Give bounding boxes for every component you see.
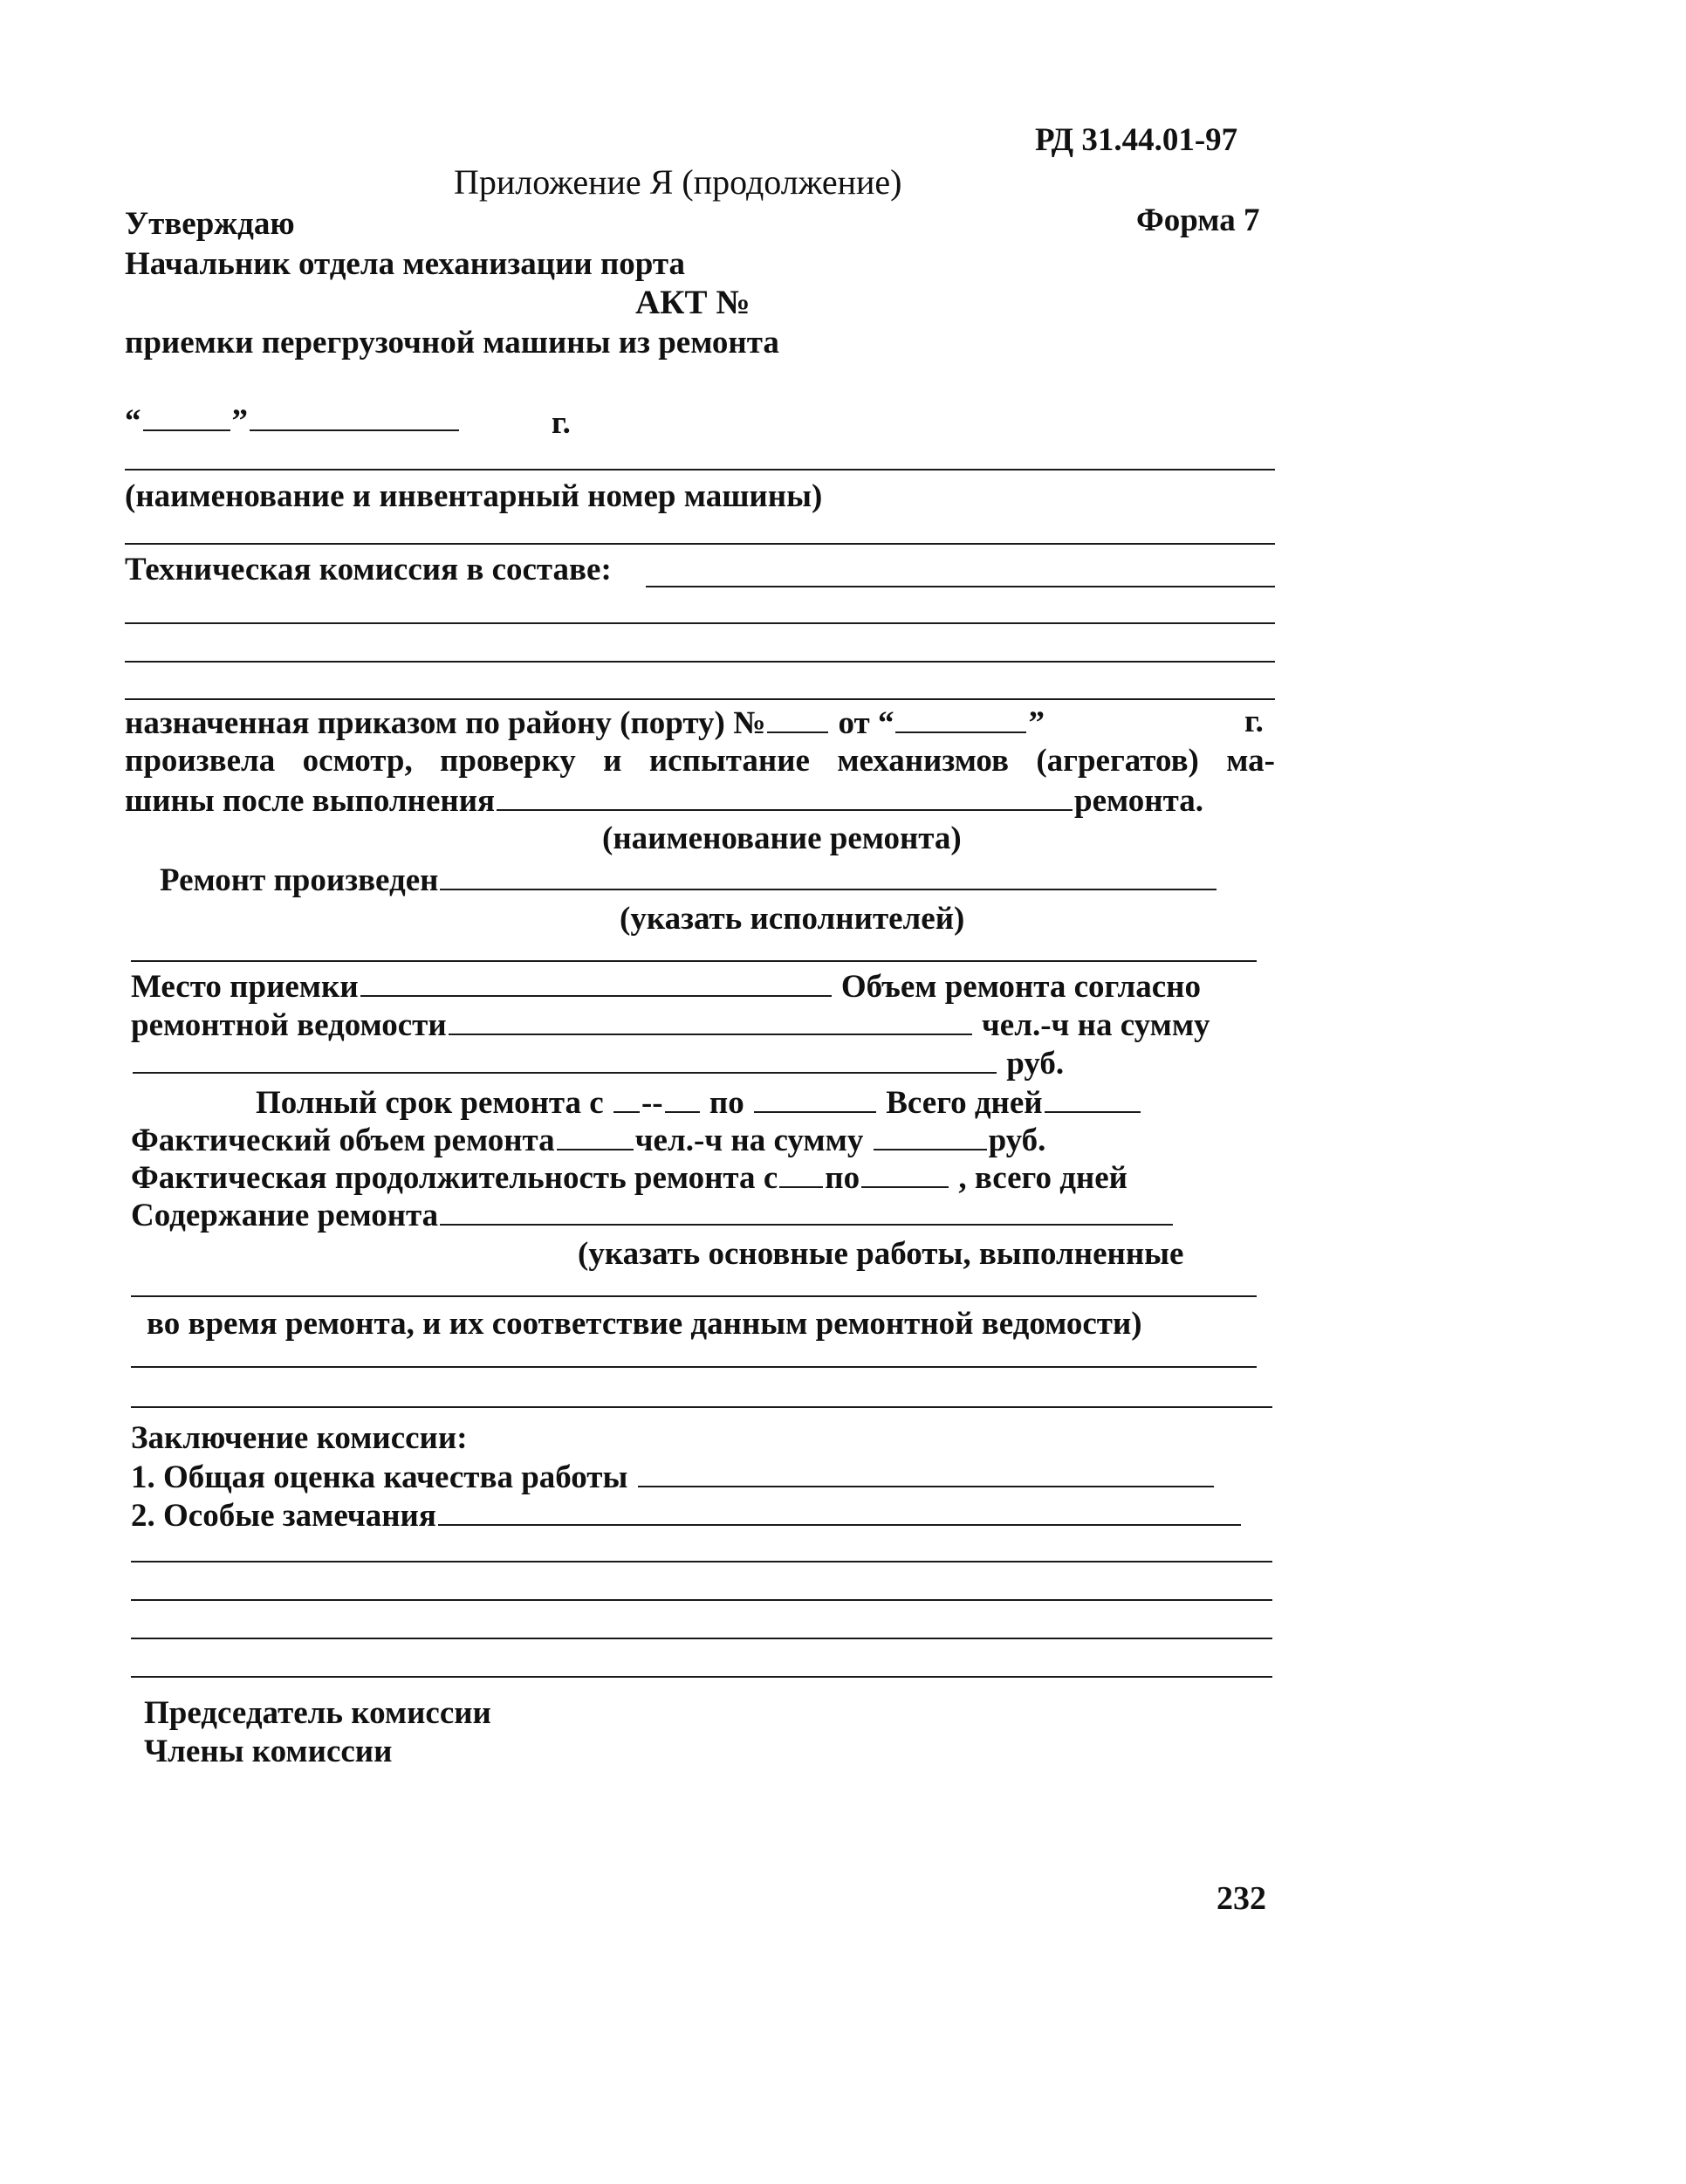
actual-sum-label: на сумму — [730, 1123, 864, 1158]
actual-manhours-unit: чел.-ч — [634, 1123, 723, 1158]
place-field[interactable] — [360, 967, 832, 997]
act-subtitle: приемки перегрузочной машины из ремонта — [125, 325, 779, 361]
repair-type-field[interactable] — [497, 781, 1073, 811]
machine-name-line-2[interactable] — [125, 543, 1275, 545]
statement-label: ремонтной ведомости — [131, 1007, 447, 1043]
order-prefix: назначенная приказом по району (порту) № — [125, 705, 766, 741]
appendix-heading: Приложение Я (продолжение) — [454, 162, 902, 202]
page-number: 232 — [1217, 1880, 1266, 1917]
commission-label: Техническая комиссия в составе: — [125, 552, 612, 587]
term-end-field[interactable] — [754, 1083, 876, 1113]
document-code: РД 31.44.01-97 — [1035, 122, 1238, 158]
remarks-line-3[interactable] — [131, 1599, 1272, 1601]
remarks-line-4[interactable] — [131, 1638, 1272, 1639]
date-year-suffix: г. — [552, 405, 571, 441]
chairman-label: Председатель комиссии — [144, 1695, 491, 1731]
term-days-field[interactable] — [1045, 1083, 1141, 1113]
actual-duration-line — [131, 1158, 1127, 1197]
date-close-quote: ” — [231, 403, 248, 439]
order-from: от “ — [838, 705, 894, 741]
repair-type-caption: (наименование ремонта) — [602, 821, 962, 856]
remarks-line-5[interactable] — [131, 1676, 1272, 1678]
content-caption-2: во время ремонта, и их соответствие данным ремонтной ведомости) — [147, 1306, 1142, 1342]
content-line-3[interactable] — [131, 1366, 1257, 1368]
date-line — [125, 402, 461, 440]
sum-field[interactable] — [133, 1044, 997, 1074]
statement-line — [131, 1006, 1210, 1044]
machine-name-line[interactable] — [125, 469, 1275, 470]
conclusion-item-1 — [131, 1458, 1216, 1496]
content-line-4[interactable] — [131, 1406, 1272, 1408]
sum-rub-label: руб. — [1006, 1046, 1065, 1082]
order-line-3-suffix: ремонта. — [1074, 783, 1203, 819]
place-label: Место приемки — [131, 969, 359, 1005]
place-line — [131, 967, 1201, 1006]
order-line-3-prefix: шины после выполнения — [125, 783, 496, 819]
conclusion-label: Заключение комиссии: — [131, 1420, 468, 1456]
order-year-suffix: г. — [1244, 704, 1264, 739]
conclusion-item-2 — [131, 1496, 1243, 1535]
date-day-field[interactable] — [143, 402, 230, 431]
act-title: АКТ № — [635, 284, 750, 321]
date-month-field[interactable] — [250, 402, 459, 431]
quality-label: 1. Общая оценка качества работы — [131, 1459, 628, 1495]
order-close-quote: ” — [1028, 705, 1045, 741]
actual-sum-field[interactable] — [874, 1121, 987, 1150]
commission-member-line-1[interactable] — [646, 586, 1275, 587]
term-to: по — [709, 1085, 744, 1121]
commission-member-line-4[interactable] — [125, 698, 1275, 700]
performers-caption: (указать исполнителей) — [620, 901, 965, 937]
actual-volume-label: Фактический объем ремонта — [131, 1123, 555, 1158]
actual-rub-label: руб. — [988, 1123, 1046, 1158]
content-caption-1: (указать основные работы, выполненные — [578, 1236, 1184, 1272]
term-total-days: Всего дней — [886, 1085, 1043, 1121]
content-line — [131, 1196, 1175, 1234]
actual-total-days: , всего дней — [958, 1160, 1127, 1196]
content-field[interactable] — [440, 1196, 1173, 1226]
remarks-field[interactable] — [438, 1496, 1241, 1526]
term-dash: -- — [641, 1085, 663, 1121]
volume-label: Объем ремонта согласно — [840, 969, 1201, 1005]
performers-field[interactable] — [440, 861, 1217, 890]
actual-duration-label: Фактическая продолжительность ремонта — [131, 1160, 756, 1196]
actual-to-field[interactable] — [861, 1158, 949, 1188]
date-open-quote: “ — [125, 403, 141, 439]
order-line-2: произвела осмотр, проверку и испытание механизмов (агрегатов) ма- — [125, 743, 1275, 779]
manhours-field[interactable] — [449, 1006, 972, 1035]
form-number: Форма 7 — [1136, 203, 1260, 238]
manhours-sum-label: чел.-ч на сумму — [981, 1007, 1210, 1043]
members-label: Члены комиссии — [144, 1734, 393, 1769]
approve-label: Утверждаю — [125, 206, 295, 242]
sum-line — [131, 1044, 1064, 1082]
actual-manhours-field[interactable] — [557, 1121, 634, 1150]
order-line-3 — [125, 781, 1203, 820]
order-date-field[interactable] — [895, 704, 1026, 733]
machine-caption: (наименование и инвентарный номер машины) — [125, 478, 823, 514]
term-start-month-field[interactable] — [665, 1083, 700, 1113]
actual-to: по — [825, 1160, 860, 1196]
content-label: Содержание ремонта — [131, 1198, 439, 1233]
commission-member-line-3[interactable] — [125, 661, 1275, 663]
actual-volume-line — [131, 1121, 1045, 1159]
order-number-field[interactable] — [767, 704, 828, 733]
term-start-day-field[interactable] — [613, 1083, 640, 1113]
actual-from-field[interactable] — [779, 1158, 823, 1188]
remarks-line-2[interactable] — [131, 1561, 1272, 1562]
term-line — [256, 1083, 1142, 1122]
term-label: Полный срок ремонта с — [256, 1085, 604, 1121]
performed-label: Ремонт произведен — [160, 862, 439, 898]
content-line-2[interactable] — [131, 1295, 1257, 1297]
approver-title: Начальник отдела механизации порта — [125, 246, 686, 282]
commission-member-line-2[interactable] — [125, 622, 1275, 624]
performers-line-2[interactable] — [131, 960, 1257, 962]
quality-field[interactable] — [638, 1458, 1214, 1487]
performed-line — [160, 861, 1218, 899]
order-line — [125, 704, 1045, 742]
actual-from: с — [763, 1160, 778, 1196]
remarks-label: 2. Особые замечания — [131, 1498, 436, 1534]
